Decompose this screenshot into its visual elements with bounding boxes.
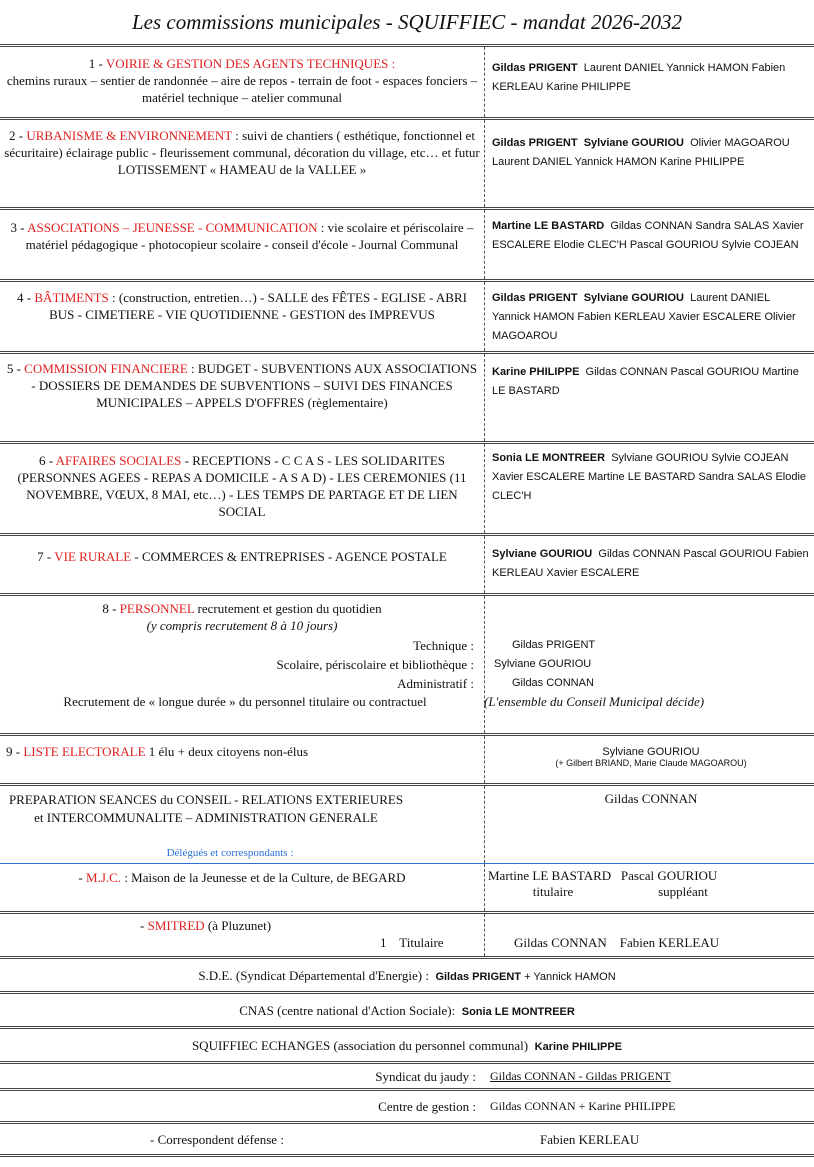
commission-5 bbox=[0, 351, 814, 441]
defense-value: Fabien KERLEAU bbox=[540, 1132, 640, 1147]
commission-members: Sylviane GOURIOU Sylvie COJEAN Xavier ESCALERE Martine LE BASTARD Sandra SALAS Elodie CLEC'H bbox=[492, 452, 807, 502]
commission-name: LISTE ELECTORALE bbox=[23, 744, 146, 759]
smitred-description: (à Pluzunet) bbox=[204, 918, 272, 933]
commission-number: 4 - bbox=[17, 290, 35, 305]
commission-number: 2 - bbox=[9, 128, 27, 143]
commission-name: AFFAIRES SOCIALES bbox=[55, 453, 182, 468]
echanges-lead: Karine PHILIPPE bbox=[534, 1041, 623, 1053]
commission-lead-2: Sylviane GOURIOU bbox=[583, 292, 684, 304]
commission-4 bbox=[0, 279, 814, 351]
divider bbox=[484, 736, 485, 783]
cnas-label: CNAS (centre national d'Action Sociale): bbox=[239, 1003, 456, 1018]
administratif-label: Administratif : bbox=[397, 676, 474, 691]
long-duree-value: (L'ensemble du Conseil Municipal décide) bbox=[484, 694, 705, 709]
page-title: Les commissions municipales - SQUIFFIEC - mandat 2026-2032 bbox=[131, 10, 683, 34]
commission-lead: Sylviane GOURIOU bbox=[492, 548, 593, 560]
smitred-row bbox=[0, 911, 814, 956]
commission-name: ASSOCIATIONS – JEUNESSE - COMMUNICATION bbox=[27, 220, 318, 235]
commission-4-title bbox=[4, 289, 480, 323]
sde-row bbox=[0, 956, 814, 991]
sde-label: S.D.E. (Syndicat Départemental d'Energie) : bbox=[198, 968, 429, 983]
commission-9-members bbox=[492, 746, 810, 768]
commission-2-members bbox=[492, 134, 810, 172]
commission-8-title bbox=[4, 600, 480, 634]
divider bbox=[484, 210, 485, 279]
scolaire-value: Sylviane GOURIOU bbox=[494, 658, 592, 670]
technique-value: Gildas PRIGENT bbox=[512, 639, 596, 651]
sde-lead: Gildas PRIGENT bbox=[435, 971, 522, 983]
commission-lead: Gildas CONNAN bbox=[604, 791, 698, 806]
gestion-label: Centre de gestion : bbox=[378, 1099, 476, 1114]
commission-description: PREPARATION SEANCES du CONSEIL - RELATIONS EXTERIEURES et INTERCOMMUNALITE – ADMINISTRATION GENERALE bbox=[8, 792, 404, 825]
mjc-row bbox=[0, 863, 814, 911]
divider bbox=[484, 914, 485, 956]
sde-line bbox=[0, 968, 814, 984]
commission-description: 1 élu + deux citoyens non-élus bbox=[145, 744, 309, 759]
commission-9-title bbox=[6, 744, 308, 760]
commission-2 bbox=[0, 117, 814, 207]
commission-members: Gildas CONNAN Pascal GOURIOU Martine LE BASTARD bbox=[492, 366, 799, 397]
commission-lead: Sylviane GOURIOU bbox=[602, 746, 700, 758]
divider bbox=[484, 864, 485, 911]
gestion-row bbox=[0, 1088, 814, 1121]
mjc-title bbox=[0, 870, 484, 886]
smitred-name: SMITRED bbox=[147, 918, 205, 933]
mjc-titulaire: Martine LE BASTARD bbox=[488, 868, 612, 883]
echanges-line bbox=[0, 1038, 814, 1054]
commission-7-title bbox=[4, 548, 480, 565]
commission-lead: Gildas PRIGENT bbox=[492, 137, 578, 149]
cnas-lead: Sonia LE MONTREER bbox=[461, 1006, 575, 1018]
commission-name: URBANISME & ENVIRONNEMENT bbox=[26, 128, 232, 143]
commission-6 bbox=[0, 441, 814, 533]
mjc-name: M.J.C. bbox=[86, 870, 122, 885]
commission-9 bbox=[0, 733, 814, 783]
sde-extra: + Yannick HAMON bbox=[521, 971, 616, 983]
commission-description: chemins ruraux – sentier de randonnée – aire de repos - terrain de foot - espaces fonciers – matériel technique – atelier communal bbox=[6, 73, 478, 105]
commission-number: 8 - bbox=[102, 601, 120, 616]
commission-lead: Sonia LE MONTREER bbox=[492, 452, 606, 464]
commission-members: Laurent DANIEL Yannick HAMON Fabien KERLEAU Xavier ESCALERE Olivier MAGOAROU bbox=[492, 292, 796, 342]
divider bbox=[484, 120, 485, 207]
commission-8 bbox=[0, 593, 814, 733]
commission-7-members bbox=[492, 545, 810, 583]
delegates-heading: Délégués et correspondants : bbox=[166, 847, 294, 859]
divider bbox=[484, 596, 485, 733]
commission-1-title bbox=[4, 55, 480, 106]
commission-lead: Martine LE BASTARD bbox=[492, 220, 605, 232]
commission-name: PERSONNEL bbox=[119, 601, 195, 616]
personnel-values bbox=[494, 636, 794, 693]
commission-description: - RECEPTIONS - C C A S - LES SOLIDARITES (PERSONNES AGEES - REPAS A DOMICILE - A S A D) - LES CEREMONIES (11 NOVEMBRE, VŒUX, 8 MAI, etc…) - LES TEMPS DE PARTAGE ET DE LIEN SOCIAL bbox=[17, 453, 467, 519]
administratif-value: Gildas CONNAN bbox=[512, 677, 594, 689]
commission-description: : (construction, entretien…) - SALLE des FÊTES - EGLISE - ABRI BUS - CIMETIERE - VIE QUOTIDIENNE - GESTION des IMPREVUS bbox=[49, 290, 467, 322]
commission-description: : BUDGET - SUBVENTIONS AUX ASSOCIATIONS - DOSSIERS DE DEMANDES DE SUBVENTIONS – SUIVI DES FINANCES MUNICIPALES – APPELS D'OFFRES (règlementaire) bbox=[31, 361, 478, 410]
suppleant-label: suppléant bbox=[658, 884, 708, 899]
commission-6-title bbox=[4, 452, 480, 520]
personnel-labels bbox=[4, 636, 474, 693]
commission-number: 9 - bbox=[6, 744, 24, 759]
commissions-table bbox=[0, 44, 814, 1157]
commission-number: 5 - bbox=[6, 361, 25, 376]
commission-5-title bbox=[4, 360, 480, 411]
technique-label: Technique : bbox=[413, 638, 474, 653]
divider bbox=[484, 47, 485, 117]
gestion-value: Gildas CONNAN + Karine PHILIPPE bbox=[490, 1099, 676, 1113]
commission-members: Olivier MAGOAROU Laurent DANIEL Yannick HAMON Karine PHILIPPE bbox=[492, 137, 790, 168]
cnas-line bbox=[0, 1003, 814, 1019]
cnas-row bbox=[0, 991, 814, 1026]
commission-name: COMMISSION FINANCIERE bbox=[24, 361, 188, 376]
commission-7 bbox=[0, 533, 814, 593]
commission-4-members bbox=[492, 289, 810, 346]
defense-label: - Correspondent défense : bbox=[150, 1132, 284, 1147]
commission-number: 7 - bbox=[37, 549, 55, 564]
commission-3 bbox=[0, 207, 814, 279]
mjc-prefix: - bbox=[78, 870, 87, 885]
divider bbox=[484, 536, 485, 593]
commission-3-members bbox=[492, 217, 810, 255]
commission-number: 3 - bbox=[10, 220, 28, 235]
mjc-suppleant: Pascal GOURIOU bbox=[620, 868, 718, 883]
commission-number: 1 - bbox=[88, 56, 106, 71]
commission-members: Laurent DANIEL Yannick HAMON Fabien KERLEAU Karine PHILIPPE bbox=[492, 62, 786, 93]
commission-name: VOIRIE & GESTION DES AGENTS TECHNIQUES : bbox=[105, 56, 396, 71]
echanges-label: SQUIFFIEC ECHANGES (association du personnel communal) bbox=[191, 1038, 529, 1053]
commission-1 bbox=[0, 44, 814, 117]
smitred-count: 1 Titulaire bbox=[380, 935, 444, 950]
commission-2-title bbox=[4, 127, 480, 178]
commission-name: VIE RURALE bbox=[54, 549, 132, 564]
commission-note: (y compris recrutement 8 à 10 jours) bbox=[146, 618, 338, 633]
commission-lead: Gildas PRIGENT bbox=[492, 62, 578, 74]
mjc-description: : Maison de la Jeunesse et de la Culture, de BEGARD bbox=[121, 870, 406, 885]
divider bbox=[484, 354, 485, 441]
jaudy-value: Gildas CONNAN - Gildas PRIGENT bbox=[490, 1069, 671, 1083]
commission-members: Gildas CONNAN Sandra SALAS Xavier ESCALERE Elodie CLEC'H Pascal GOURIOU Sylvie COJEAN bbox=[492, 220, 804, 251]
divider bbox=[484, 786, 485, 863]
commission-extra: (+ Gilbert BRIAND, Marie Claude MAGOAROU) bbox=[555, 758, 747, 768]
mjc-members bbox=[488, 868, 808, 900]
long-duree-label: Recrutement de « longue durée » du personnel titulaire ou contractuel bbox=[63, 694, 427, 709]
smitred-prefix: - bbox=[140, 918, 148, 933]
jaudy-row bbox=[0, 1061, 814, 1088]
divider bbox=[484, 444, 485, 533]
commission-name: BÂTIMENTS bbox=[34, 290, 109, 305]
commission-description: : vie scolaire et périscolaire – matériel pédagogique - photocopieur scolaire - conseil d'école - Journal Communal bbox=[25, 220, 474, 252]
smitred-title bbox=[140, 918, 271, 934]
defense-row bbox=[0, 1121, 814, 1157]
commission-lead-2: Sylviane GOURIOU bbox=[583, 137, 684, 149]
echanges-row bbox=[0, 1026, 814, 1061]
smitred-members: Gildas CONNAN Fabien KERLEAU bbox=[514, 935, 720, 950]
commission-3-title bbox=[4, 219, 480, 253]
commission-5-members bbox=[492, 363, 810, 401]
commission-1-members bbox=[492, 59, 810, 97]
commission-description: recrutement et gestion du quotidien bbox=[194, 601, 382, 616]
commission-6-members bbox=[492, 449, 810, 506]
commission-members: Gildas CONNAN Pascal GOURIOU Fabien KERLEAU Xavier ESCALERE bbox=[492, 548, 809, 579]
commission-description: : suivi de chantiers ( esthétique, fonctionnel et sécuritaire) éclairage public - fleurissement communal, décoration du village, etc… et futur LOTISSEMENT « HAMEAU de la VALLEE » bbox=[4, 128, 480, 177]
titulaire-label: titulaire bbox=[532, 884, 574, 899]
commission-number: 6 - bbox=[38, 453, 56, 468]
commission-lead: Karine PHILIPPE bbox=[492, 366, 580, 378]
commission-description: - COMMERCES & ENTREPRISES - AGENCE POSTALE bbox=[131, 549, 447, 564]
commission-10 bbox=[0, 783, 814, 863]
jaudy-label: Syndicat du jaudy : bbox=[375, 1069, 476, 1084]
scolaire-label: Scolaire, périscolaire et bibliothèque : bbox=[276, 657, 474, 672]
commission-lead: Gildas PRIGENT bbox=[492, 292, 578, 304]
divider bbox=[484, 282, 485, 351]
